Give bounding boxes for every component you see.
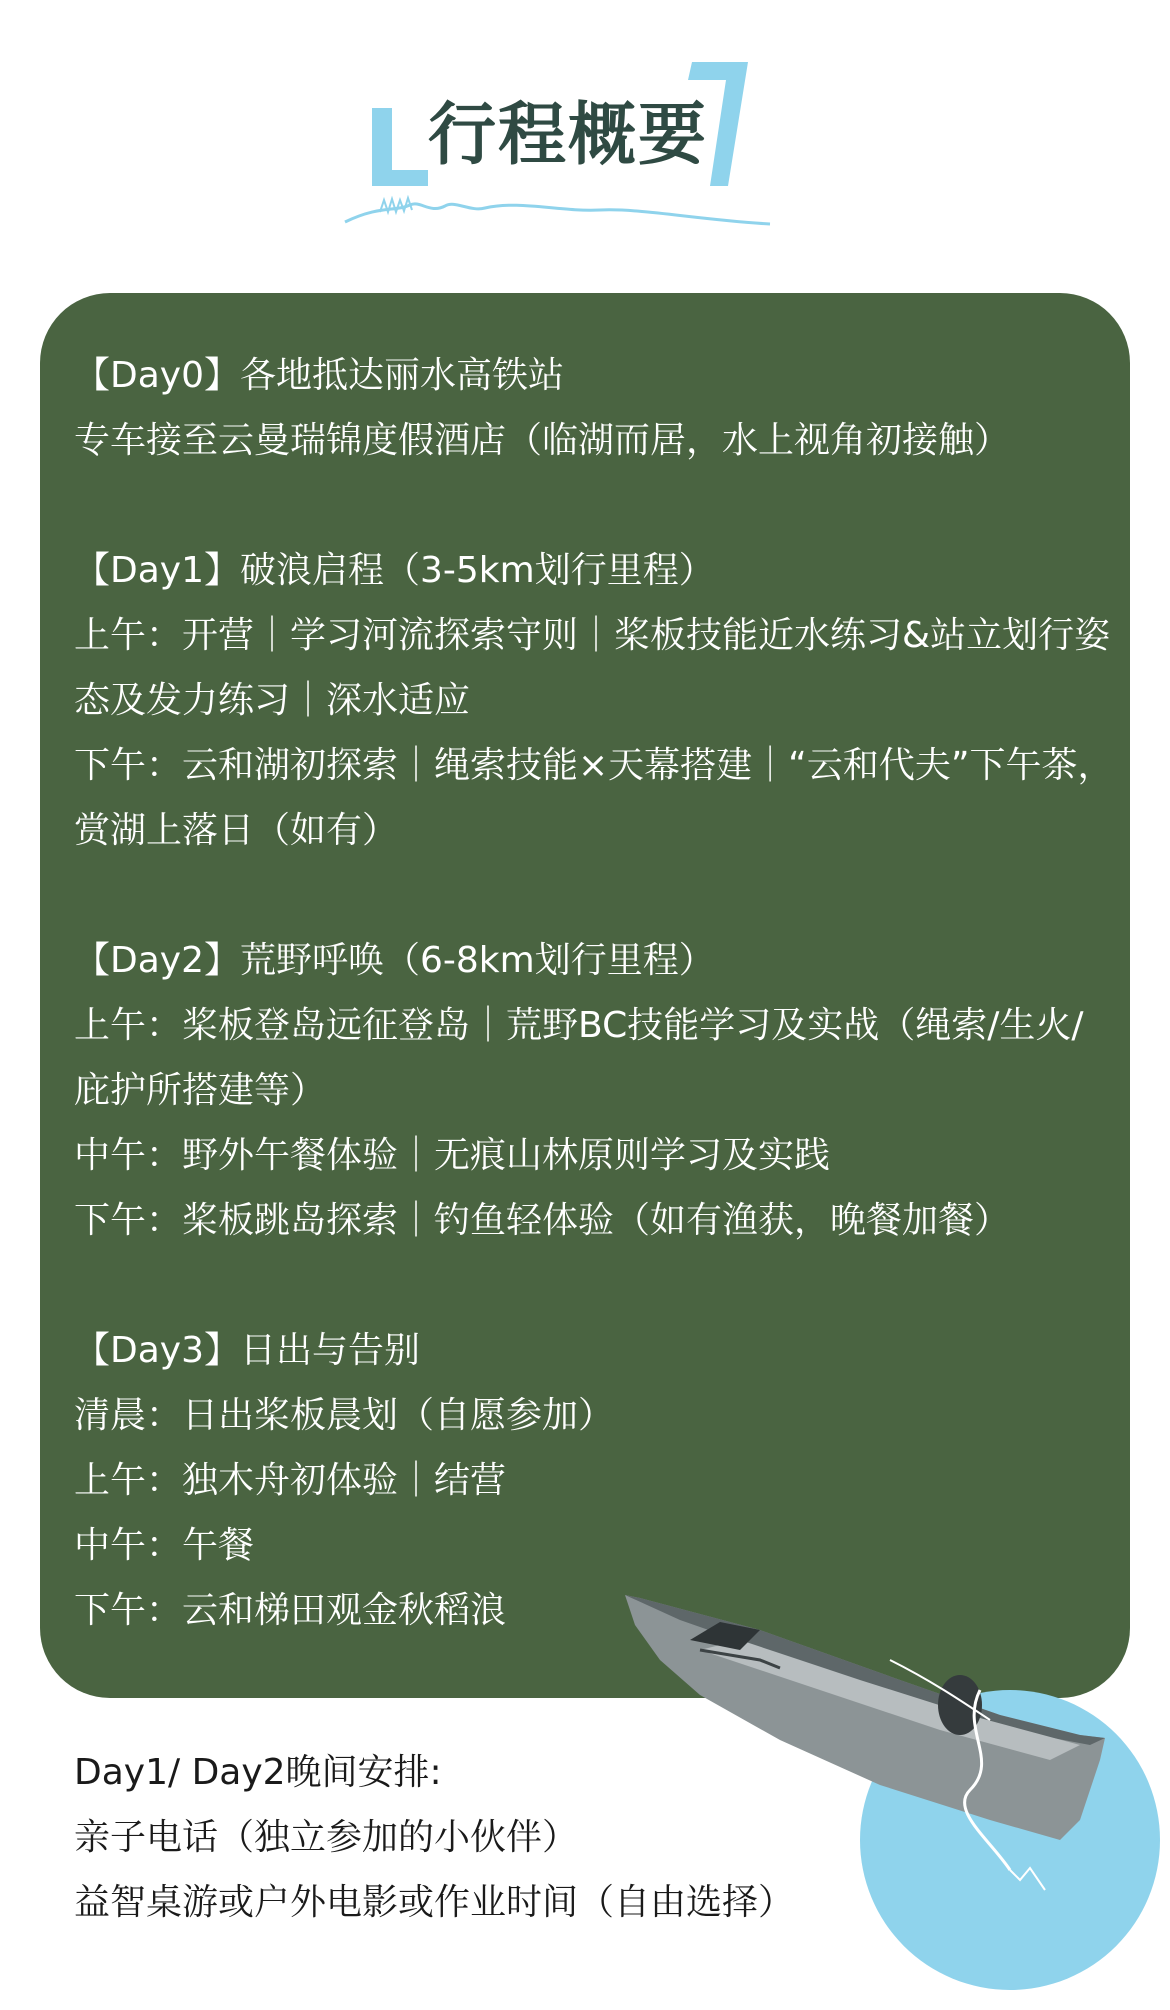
day1-heading: 【Day1】破浪启程（3-5km划行里程） xyxy=(74,550,715,591)
left-bracket-icon xyxy=(372,108,428,186)
day1-section xyxy=(74,538,1114,863)
day0-line: 专车接至云曼瑞锦度假酒店（临湖而居，水上视角初接触） xyxy=(74,420,1011,461)
day1-afternoon: 下午：云和湖初探索｜绳索技能×天幕搭建｜“云和代夫”下午茶，赏湖上落日（如有） xyxy=(74,745,1114,851)
day2-morning: 上午：桨板登岛远征登岛｜荒野BC技能学习及实战（绳索/生火/庇护所搭建等） xyxy=(74,1005,1084,1111)
page-title: 行程概要 xyxy=(428,96,709,175)
wave-underline-icon xyxy=(345,204,770,224)
day2-heading: 【Day2】荒野呼唤（6-8km划行里程） xyxy=(74,940,715,981)
day3-heading: 【Day3】日出与告别 xyxy=(74,1330,420,1371)
header xyxy=(0,0,1170,260)
day3-dawn: 清晨：日出桨板晨划（自愿参加） xyxy=(74,1395,615,1436)
day0-heading: 【Day0】各地抵达丽水高铁站 xyxy=(74,355,564,396)
day3-morning: 上午：独木舟初体验｜结营 xyxy=(74,1460,507,1501)
evening-heading: Day1/ Day2晚间安排: xyxy=(74,1752,442,1793)
day3-afternoon: 下午：云和梯田观金秋稻浪 xyxy=(74,1590,507,1631)
day3-section xyxy=(74,1318,1114,1643)
day1-morning: 上午：开营｜学习河流探索守则｜桨板技能近水练习&站立划行姿态及发力练习｜深水适应 xyxy=(74,615,1111,721)
day2-afternoon: 下午：桨板跳岛探索｜钓鱼轻体验（如有渔获，晚餐加餐） xyxy=(74,1200,1011,1241)
day2-noon: 中午：野外午餐体验｜无痕山林原则学习及实践 xyxy=(74,1135,831,1176)
itinerary-card xyxy=(40,293,1130,1698)
day0-section xyxy=(74,343,1114,473)
day2-section xyxy=(74,928,1114,1253)
evening-arrangements xyxy=(74,1740,894,1935)
itinerary-body xyxy=(74,343,1114,1643)
evening-item: 亲子电话（独立参加的小伙伴） xyxy=(74,1817,579,1858)
blue-circle-icon xyxy=(860,1690,1160,1990)
day3-noon: 中午：午餐 xyxy=(74,1525,255,1566)
evening-item: 益智桌游或户外电影或作业时间（自由选择） xyxy=(74,1882,795,1923)
